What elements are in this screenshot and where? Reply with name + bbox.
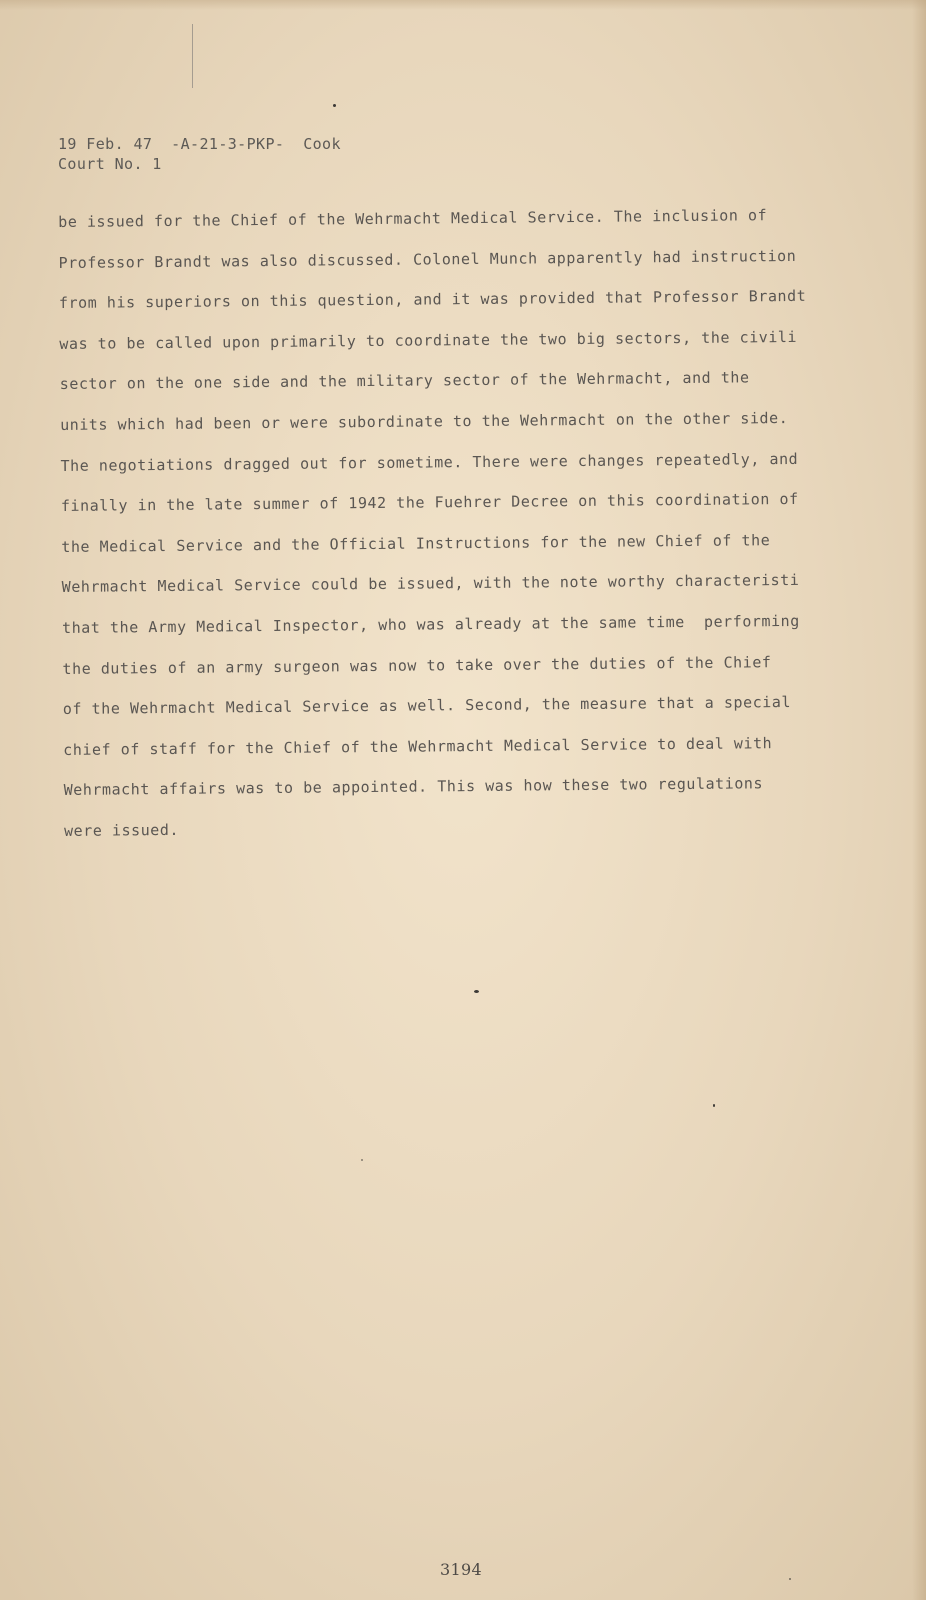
transcript-line: were issued. xyxy=(63,820,180,840)
transcript-line: be issued for the Chief of the Wehrmacht Medical Service. The inclusion of xyxy=(58,206,768,231)
binding-mark xyxy=(192,24,193,88)
transcript-line: Wehrmacht affairs was to be appointed. This was how these two regulations xyxy=(63,774,764,800)
transcript-line: finally in the late summer of 1942 the Fuehrer Decree on this coordination of xyxy=(60,490,799,516)
transcript-line: Wehrmacht Medical Service could be issued, with the note worthy characteristi xyxy=(61,571,800,597)
transcript-line: the duties of an army surgeon was now to take over the duties of the Chief xyxy=(62,652,772,678)
ink-speck xyxy=(474,990,479,993)
header-court: Court No. 1 xyxy=(58,155,162,173)
document-header xyxy=(58,134,341,174)
page-edge-shadow-right xyxy=(912,0,926,1600)
transcript-line: sector on the one side and the military sector of the Wehrmacht, and the xyxy=(59,368,750,394)
transcript-line: was to be called upon primarily to coordinate the two big sectors, the civili xyxy=(59,327,798,353)
transcript-line: Professor Brandt was also discussed. Colonel Munch apparently had instruction xyxy=(58,246,797,272)
transcript-line: the Medical Service and the Official Instructions for the new Chief of the xyxy=(61,530,771,556)
ink-speck xyxy=(333,104,336,107)
transcript-line: that the Army Medical Inspector, who was already at the same time performing xyxy=(62,611,800,637)
header-date-reference: 19 Feb. 47 -A-21-3-PKP- Cook xyxy=(58,135,341,153)
transcript-line: chief of staff for the Chief of the Wehrmacht Medical Service to deal with xyxy=(63,733,773,759)
transcript-line: of the Wehrmacht Medical Service as well. Second, the measure that a special xyxy=(62,693,792,719)
transcript-line: from his superiors on this question, and it was provided that Professor Brandt xyxy=(58,287,807,313)
ink-speck xyxy=(713,1104,715,1107)
page-number: 3194 xyxy=(440,1560,482,1579)
transcript-line: The negotiations dragged out for sometime. There were changes repeatedly, and xyxy=(60,449,799,475)
page-edge-shadow-top xyxy=(0,0,926,10)
ink-speck xyxy=(361,1159,363,1161)
ink-speck xyxy=(789,1578,791,1580)
transcript-line: units which had been or were subordinate to the Wehrmacht on the other side. xyxy=(60,408,789,434)
transcript-body xyxy=(58,194,864,851)
